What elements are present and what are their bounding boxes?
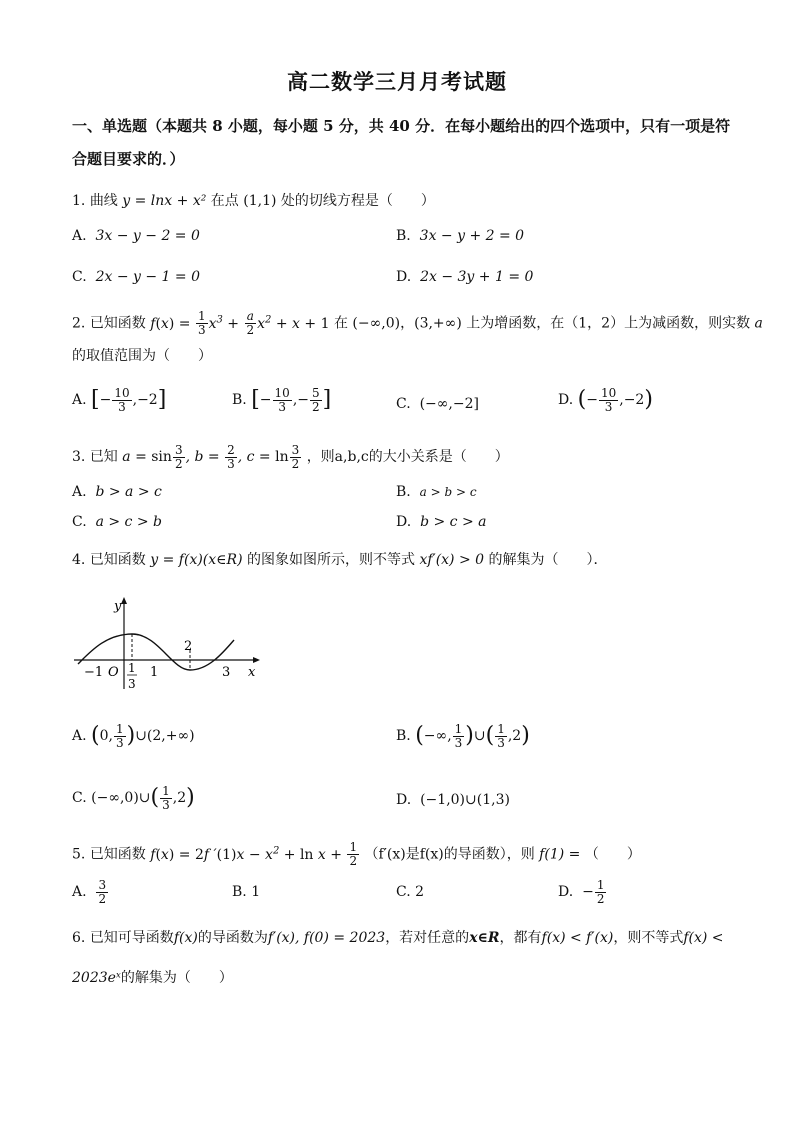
y-label: y [114, 599, 122, 614]
question-4 [72, 543, 732, 577]
option-d[interactable]: D. − $\frac{1}{2}$ [558, 877, 605, 906]
question-number: 3. [72, 449, 86, 465]
math-expression: f(1) = [539, 846, 581, 863]
tick-3: 3 [222, 665, 231, 680]
option-c[interactable]: C. (−∞,−2] [396, 396, 479, 412]
tick-third-numerator: 1 [128, 661, 136, 675]
y-axis-arrow [121, 597, 127, 604]
math-expression: a = sin $\frac{3}{2}$ , b = $\frac{2}{3}$ , c = ln $\frac{3}{2}$ [122, 442, 300, 471]
question-text: 处的切线方程是（ ） [280, 193, 435, 209]
question-number: 1. [72, 193, 86, 209]
function-graph [72, 592, 272, 692]
math-expression: y = f(x)(x∈R) [150, 552, 243, 568]
option-d[interactable]: D. b > c > a [396, 514, 487, 530]
math-expression: f(x) = $\frac{1}{3}$ $x^3$ + $\frac{a}{2}$ $x^2 + x + 1$ [150, 309, 330, 338]
question-number: 5. [72, 846, 86, 863]
option-d[interactable]: D. (− $\frac{10}{3}$ ,−2) [558, 385, 653, 414]
option-b[interactable]: B. a > b > c [396, 484, 477, 500]
option-a[interactable]: A. $\frac{3}{2}$ [72, 877, 107, 906]
math-variable: a [754, 315, 763, 332]
question-text: 已知可导函数 [89, 930, 174, 946]
option-c[interactable]: C. 2 [396, 884, 425, 900]
option-b[interactable]: B. 1 [232, 884, 261, 900]
question-text: 的解集为（ ）． [488, 552, 608, 568]
question-text: 上为增函数，在（1，2）上为减函数，则实数 [466, 315, 751, 332]
option-d[interactable]: D. 2x − 3y + 1 = 0 [396, 269, 534, 285]
page-title: 高二数学三月月考试题 [287, 69, 507, 94]
question-text: （ ） [584, 846, 641, 863]
option-a[interactable]: A. 3x − y − 2 = 0 [72, 228, 200, 244]
math-expression: xf′(x) > 0 [419, 552, 485, 568]
question-text: 在点 [210, 193, 239, 209]
question-text: 已知函数 [89, 552, 146, 568]
math-expression: (3,+∞) [414, 315, 462, 332]
x-axis-arrow [253, 657, 260, 663]
origin-label: O [108, 665, 119, 680]
question-5 [72, 834, 732, 872]
question-number: 6. [72, 930, 86, 946]
option-b[interactable]: B. [− $\frac{10}{3}$ ,− $\frac{5}{2}$ ] [232, 385, 332, 414]
tick-2: 2 [184, 639, 193, 654]
math-expression: f(x) = 2f $'(1)x - x^2 + \ln x$ + $\frac{1}{2}$ [150, 840, 358, 869]
question-text: 已知函数 [89, 846, 146, 863]
question-number: 4. [72, 552, 86, 568]
option-a[interactable]: A. b > a > c [72, 484, 162, 500]
question-text: 已知 [89, 449, 118, 465]
question-text: （f′(x)是f(x)的导函数），则 [364, 846, 535, 863]
question-2: 2. 已知函数 f(x) = $\frac{1}{3}$ $x^3$ + $\frac{a}{2}$ $x^2 + x + 1$ 在 (−∞,0)，(3,+∞) 上为增函数，在（1，2）上为减函数，则实数 a [72, 309, 763, 338]
math-expression: y = lnx + x² [122, 193, 207, 209]
tick-1: 1 [150, 665, 159, 680]
question-text: ，则a,b,c的大小关系是（ ） [306, 449, 509, 465]
option-a[interactable]: A. [− $\frac{10}{3}$ ,−2] [72, 385, 167, 414]
math-expression: (−∞,0) [352, 315, 401, 332]
question-3 [72, 440, 732, 474]
question-text: 在 [333, 315, 348, 332]
question-text: 曲线 [89, 193, 118, 209]
question-number: 2. [72, 315, 86, 332]
option-d[interactable]: D. (−1,0)∪(1,3) [396, 792, 510, 808]
math-expression: (1,1) [243, 193, 277, 209]
option-c[interactable]: C. 2x − y − 1 = 0 [72, 269, 200, 285]
option-c[interactable]: C. a > c > b [72, 514, 162, 530]
option-a[interactable]: A. (0, $\frac{1}{3}$ )∪(2,+∞) [72, 721, 195, 750]
question-text: 的图象如图所示，则不等式 [246, 552, 415, 568]
option-b[interactable]: B. 3x − y + 2 = 0 [396, 228, 525, 244]
option-b[interactable]: B. (−∞, $\frac{1}{3}$ )∪( $\frac{1}{3}$ ,2) [396, 721, 530, 750]
tick-third-denominator: 3 [128, 677, 136, 691]
question-6: 6. 已知可导函数f(x)的导函数为f′(x), f(0) = 2023，若对任意的x∈R，都有f(x) < f′(x)，则不等式f(x) < 2023eˣ的解集为（ ） [72, 930, 724, 986]
question-1 [72, 184, 732, 218]
question-2-line-2: 的取值范围为（ ） [72, 348, 212, 364]
question-text: 已知函数 [89, 315, 146, 332]
section-heading: 一、单选题（本题共 8 小题，每小题 5 分，共 40 分．在每小题给出的四个选项中，只有一项是符合题目要求的．） [72, 117, 731, 168]
x-label: x [248, 665, 256, 680]
tick-neg1: −1 [84, 665, 104, 680]
option-c[interactable]: C. (−∞,0)∪( $\frac{1}{3}$ ,2) [72, 783, 195, 812]
